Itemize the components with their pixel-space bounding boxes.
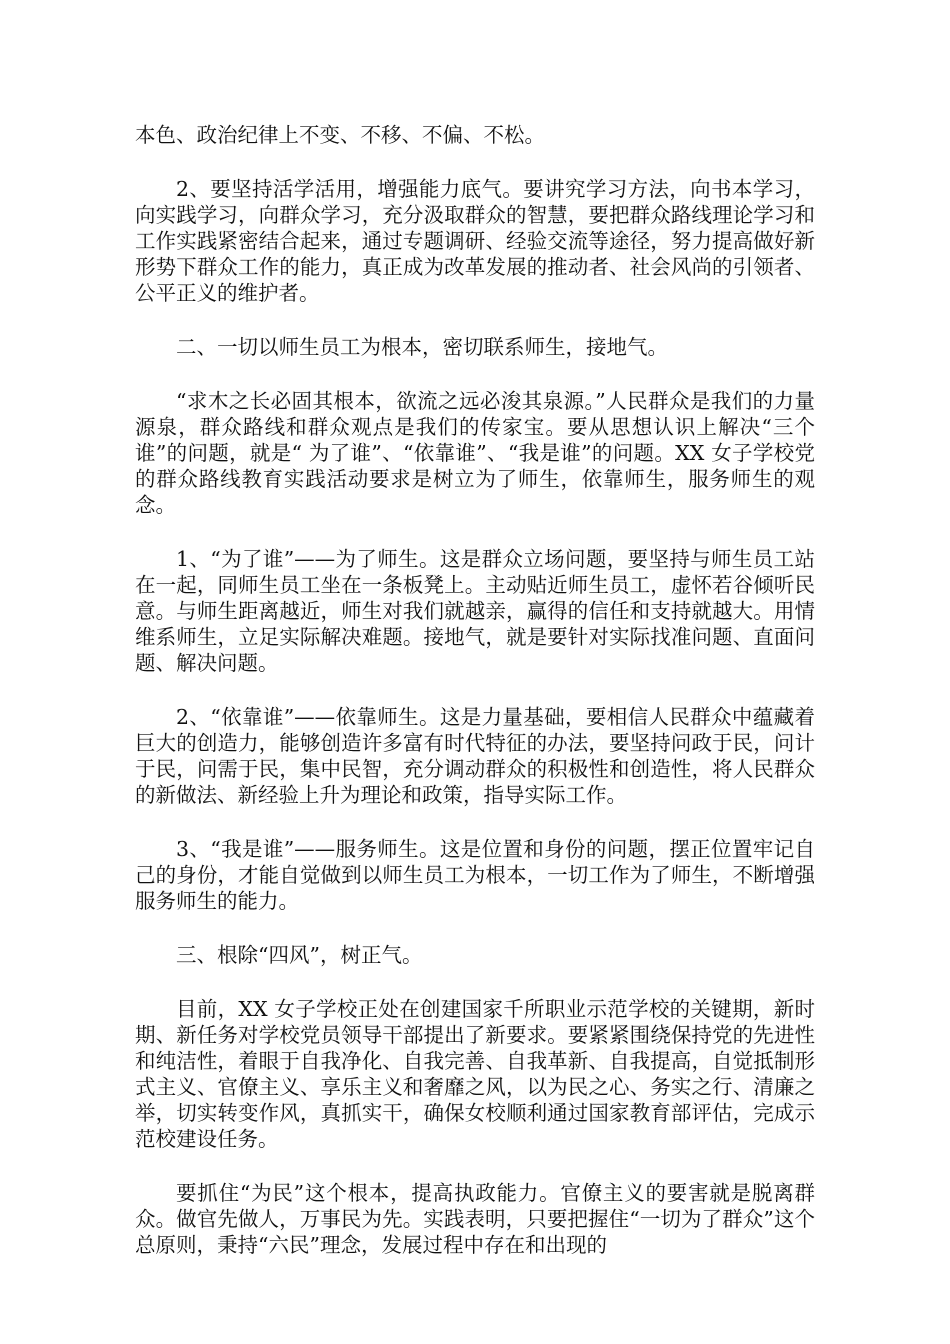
- paragraph-who-am-i: 3、“我是谁”——服务师生。这是位置和身份的问题，摆正位置牢记自己的身份，才能自觉做到以师生员工为根本，一切工作为了师生，不断增强服务师生的能力。: [135, 837, 815, 913]
- document-page: [135, 122, 815, 1286]
- paragraph-continuation: 本色、政治纪律上不变、不移、不偏、不松。: [135, 123, 545, 147]
- paragraph-point-2: 2、要坚持活学活用，增强能力底气。要讲究学习方法，向书本学习，向实践学习，向群众学习，充分汲取群众的智慧，要把群众路线理论学习和工作实践紧密结合起来，通过专题调研、经验交流等途径，努力提高做好新形势下群众工作的能力，真正成为改革发展的推动者、社会风尚的引领者、公平正义的维护者。: [135, 177, 815, 305]
- section-heading-3: 三、根除“四风”，树正气。: [176, 943, 423, 967]
- paragraph-for-the-people: 要抓住“为民”这个根本，提高执政能力。官僚主义的要害就是脱离群众。做官先做人，万事民为先。实践表明，只要把握住“一切为了群众”这个总原则，秉持“六民”理念，发展过程中存在和出现的: [135, 1181, 815, 1257]
- paragraph-for-whom: 1、“为了谁”——为了师生。这是群众立场问题，要坚持与师生员工站在一起，同师生员工坐在一条板凳上。主动贴近师生员工，虚怀若谷倾听民意。与师生距离越近，师生对我们就越亲，赢得的信任和支持就越大。用情维系师生，立足实际解决难题。接地气，就是要针对实际找准问题、直面问题、解决问题。: [135, 547, 815, 675]
- section-heading-2: 二、一切以师生员工为根本，密切联系师生，接地气。: [176, 335, 668, 359]
- paragraph-quote: “求木之长必固其根本，欲流之远必浚其泉源。”人民群众是我们的力量源泉，群众路线和群众观点是我们的传家宝。要从思想认识上解决“三个谁”的问题，就是“ 为了谁”、“依靠谁”、“我是谁”的问题。XX 女子学校党的群众路线教育实践活动要求是树立为了师生，依靠师生，服务师生的观念。: [135, 389, 815, 517]
- paragraph-current-situation: 目前，XX 女子学校正处在创建国家千所职业示范学校的关键期，新时期、新任务对学校党员领导干部提出了新要求。要紧紧围绕保持党的先进性和纯洁性，着眼于自我净化、自我完善、自我革新、自我提高，自觉抵制形式主义、官僚主义、享乐主义和奢靡之风，以为民之心、务实之行、清廉之举，切实转变作风，真抓实干，确保女校顺利通过国家教育部评估，完成示范校建设任务。: [135, 997, 815, 1151]
- paragraph-rely-on-whom: 2、“依靠谁”——依靠师生。这是力量基础，要相信人民群众中蕴藏着巨大的创造力，能够创造许多富有时代特征的办法，要坚持问政于民，问计于民，问需于民，集中民智，充分调动群众的积极性和创造性，将人民群众的新做法、新经验上升为理论和政策，指导实际工作。: [135, 705, 815, 807]
